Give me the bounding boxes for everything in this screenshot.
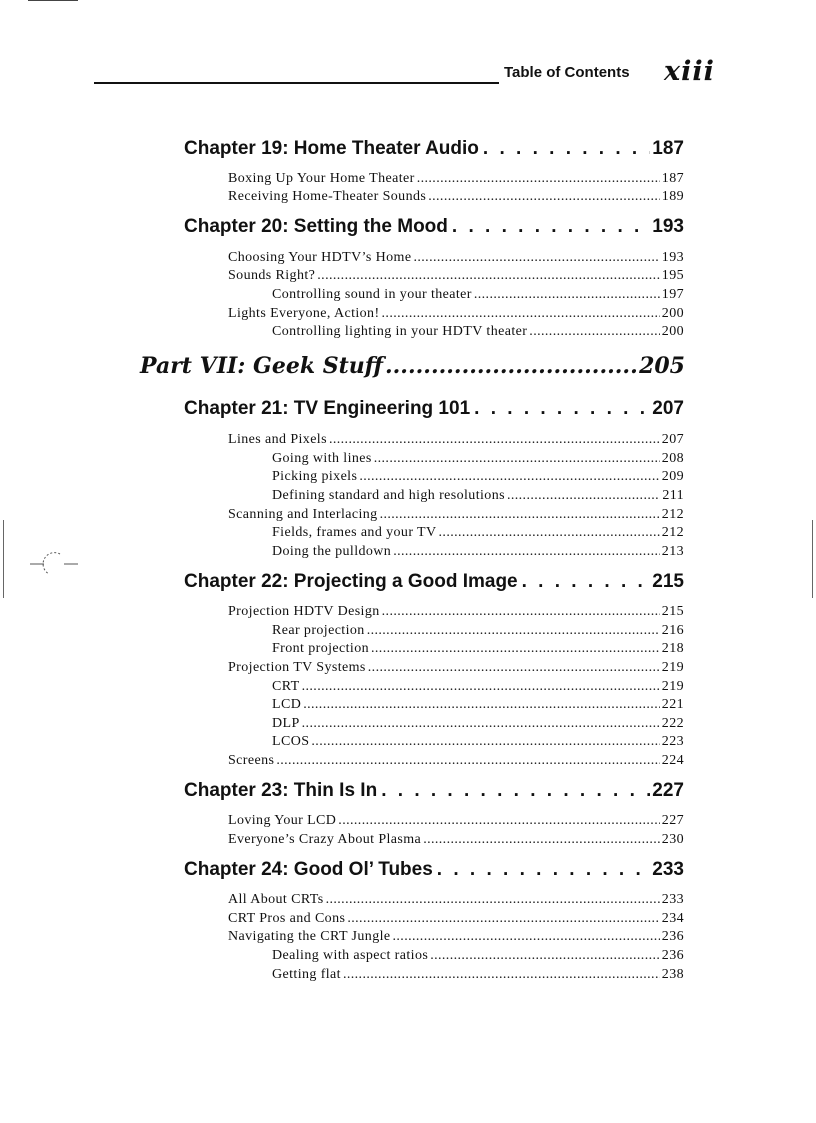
dot-leader bbox=[483, 138, 650, 160]
toc-subsection[interactable]: LCD ..... 221 bbox=[272, 697, 684, 713]
dot-leader bbox=[338, 813, 660, 829]
dot-leader bbox=[382, 604, 660, 620]
dot-leader bbox=[428, 189, 660, 205]
margin-line-left bbox=[3, 520, 4, 598]
toc-subsection[interactable]: Dealing with aspect ratios ..... 236 bbox=[272, 948, 684, 964]
dot-leader bbox=[302, 716, 660, 732]
toc-section[interactable]: Scanning and Interlacing ..... 212 bbox=[228, 507, 684, 523]
dot-leader bbox=[430, 948, 660, 964]
dot-leader bbox=[359, 469, 659, 485]
dot-leader bbox=[393, 929, 660, 945]
toc-subsection[interactable]: Doing the pulldown ..... 213 bbox=[272, 544, 684, 560]
dot-leader bbox=[303, 697, 660, 713]
toc-subsection[interactable]: Defining standard and high resolutions ..... 211 bbox=[272, 488, 684, 504]
dot-leader bbox=[343, 967, 660, 983]
toc-subsection[interactable]: Fields, frames and your TV ..... 212 bbox=[272, 525, 684, 541]
crop-mark-top bbox=[28, 0, 78, 1]
toc-subsection[interactable]: Picking pixels ..... 209 bbox=[272, 469, 684, 485]
dot-leader bbox=[452, 216, 650, 238]
dot-leader bbox=[437, 859, 651, 881]
toc-section[interactable]: Receiving Home-Theater Sounds ..... 189 bbox=[228, 189, 684, 205]
dot-leader bbox=[381, 780, 650, 802]
toc-section[interactable]: All About CRTs ..... 233 bbox=[228, 892, 684, 908]
dot-leader bbox=[393, 544, 660, 560]
dot-leader bbox=[382, 306, 660, 322]
toc-chapter[interactable]: Chapter 22: Projecting a Good Image . . . 215 bbox=[184, 571, 684, 593]
dot-leader bbox=[371, 641, 660, 657]
dot-leader bbox=[507, 488, 660, 504]
dot-leader bbox=[413, 250, 659, 266]
header-title: Table of Contents bbox=[504, 64, 630, 81]
toc-section[interactable]: Sounds Right? ..... 195 bbox=[228, 268, 684, 284]
dot-leader bbox=[522, 571, 651, 593]
toc-subsection[interactable]: LCOS ..... 223 bbox=[272, 734, 684, 750]
toc-chapter[interactable]: Chapter 21: TV Engineering 101 . . . 207 bbox=[184, 398, 684, 420]
dot-leader bbox=[529, 324, 660, 340]
dot-leader bbox=[380, 507, 660, 523]
dot-leader bbox=[367, 623, 660, 639]
toc-section[interactable]: Projection HDTV Design ..... 215 bbox=[228, 604, 684, 620]
toc-part[interactable]: Part VII: Geek Stuff ..... 205 bbox=[140, 353, 685, 379]
dot-leader bbox=[329, 432, 660, 448]
dot-leader bbox=[474, 287, 660, 303]
dot-leader bbox=[385, 353, 637, 379]
page-number: xiii bbox=[664, 56, 715, 87]
dot-leader bbox=[423, 832, 660, 848]
dot-leader bbox=[347, 911, 659, 927]
registration-mark-icon bbox=[30, 548, 78, 580]
dot-leader bbox=[474, 398, 650, 420]
dot-leader bbox=[276, 753, 659, 769]
toc-section[interactable]: Everyone’s Crazy About Plasma ..... 230 bbox=[228, 832, 684, 848]
toc-section[interactable]: Lines and Pixels ..... 207 bbox=[228, 432, 684, 448]
toc-subsection[interactable]: Getting flat ..... 238 bbox=[272, 967, 684, 983]
dot-leader bbox=[317, 268, 660, 284]
running-header bbox=[94, 56, 720, 90]
toc-section[interactable]: Lights Everyone, Action! ..... 200 bbox=[228, 306, 684, 322]
margin-line-right bbox=[812, 520, 813, 598]
header-rule bbox=[94, 82, 499, 84]
toc-section[interactable]: Boxing Up Your Home Theater ..... 187 bbox=[228, 171, 684, 187]
toc-chapter[interactable]: Chapter 23: Thin Is In . . . 227 bbox=[184, 780, 684, 802]
dot-leader bbox=[368, 660, 660, 676]
toc-chapter[interactable]: Chapter 24: Good Ol’ Tubes . . . 233 bbox=[184, 859, 684, 881]
toc-section[interactable]: Screens ..... 224 bbox=[228, 753, 684, 769]
toc-subsection[interactable]: Rear projection ..... 216 bbox=[272, 623, 684, 639]
dot-leader bbox=[302, 679, 660, 695]
dot-leader bbox=[439, 525, 660, 541]
toc-section[interactable]: Loving Your LCD ..... 227 bbox=[228, 813, 684, 829]
dot-leader bbox=[326, 892, 660, 908]
toc-subsection[interactable]: Controlling lighting in your HDTV theater ..... 200 bbox=[272, 324, 684, 340]
dot-leader bbox=[374, 451, 660, 467]
toc-section[interactable]: CRT Pros and Cons ..... 234 bbox=[228, 911, 684, 927]
toc-chapter[interactable]: Chapter 19: Home Theater Audio . . . 187 bbox=[184, 138, 684, 160]
toc-subsection[interactable]: DLP ..... 222 bbox=[272, 716, 684, 732]
dot-leader bbox=[311, 734, 659, 750]
toc-section[interactable]: Navigating the CRT Jungle ..... 236 bbox=[228, 929, 684, 945]
toc-section[interactable]: Choosing Your HDTV’s Home ..... 193 bbox=[228, 250, 684, 266]
toc-subsection[interactable]: Front projection ..... 218 bbox=[272, 641, 684, 657]
toc-chapter[interactable]: Chapter 20: Setting the Mood . . . 193 bbox=[184, 216, 684, 238]
toc-subsection[interactable]: CRT ..... 219 bbox=[272, 679, 684, 695]
toc-section[interactable]: Projection TV Systems ..... 219 bbox=[228, 660, 684, 676]
dot-leader bbox=[417, 171, 660, 187]
toc-subsection[interactable]: Going with lines ..... 208 bbox=[272, 451, 684, 467]
toc-subsection[interactable]: Controlling sound in your theater ..... 197 bbox=[272, 287, 684, 303]
